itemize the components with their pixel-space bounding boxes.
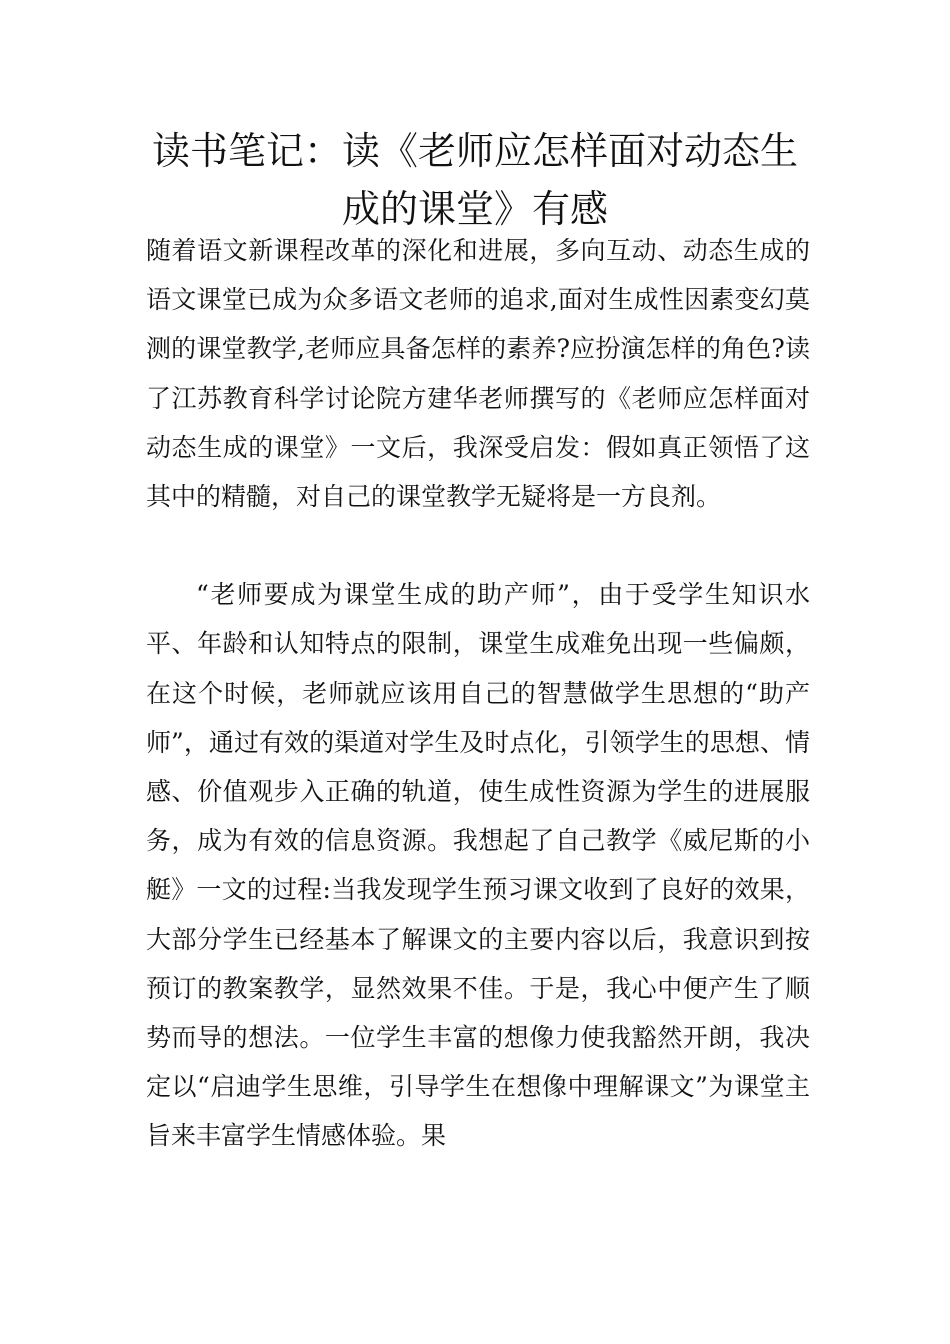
document-body (146, 226, 810, 1161)
document-title (110, 122, 840, 238)
paragraph-2: “老师要成为课堂生成的助产师”，由于受学生知识水平、年龄和认知特点的限制，课堂生成难免出现一些偏颇，在这个时候，老师就应该用自己的智慧做学生思想的“助产师”，通过有效的渠道对学生及时点化，引领学生的思想、情感、价值观步入正确的轨道，使生成性资源为学生的进展服务，成为有效的信息资源。我想起了自己教学《威尼斯的小艇》一文的过程:当我发现学生预习课文收到了良好的效果，大部分学生已经基本了解课文的主要内容以后，我意识到按预订的教案教学，显然效果不佳。于是，我心中便产生了顺势而导的想法。一位学生丰富的想像力使我豁然开朗，我决定以“启迪学生思维，引导学生在想像中理解课文”为课堂主旨来丰富学生情感体验。果 (146, 580, 810, 1151)
paragraph-1: 随着语文新课程改革的深化和进展，多向互动、动态生成的语文课堂已成为众多语文老师的追求,面对生成性因素变幻莫测的课堂教学,老师应具备怎样的素养?应扮演怎样的角色?读了江苏教育科学讨论院方建华老师撰写的《老师应怎样面对动态生成的课堂》一文后，我深受启发：假如真正领悟了这其中的精髓，对自己的课堂教学无疑将是一方良剂。 (146, 236, 810, 512)
title-line-2: 成的课堂》有感 (341, 187, 608, 231)
title-line-1: 读书笔记：读《老师应怎样面对动态生 (151, 129, 798, 173)
